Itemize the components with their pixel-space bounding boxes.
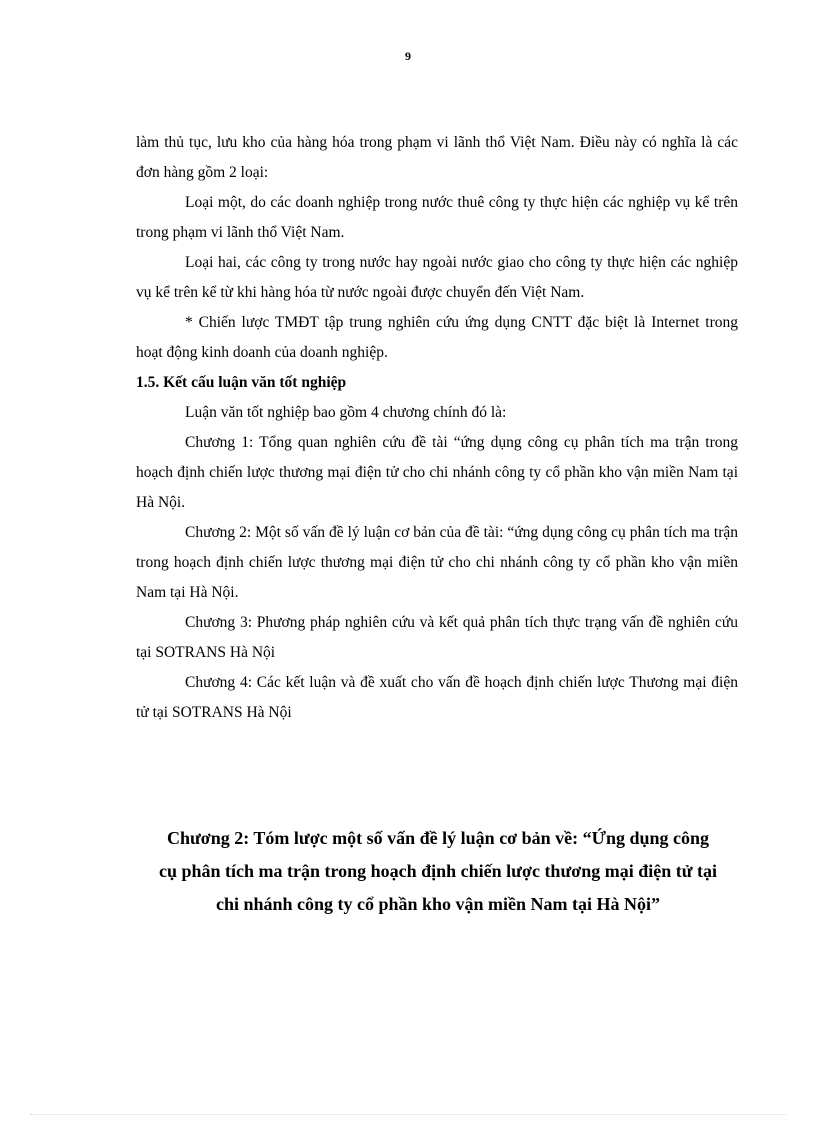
- body-text: [136, 128, 738, 728]
- paragraph-ecommerce-strategy: * Chiến lược TMĐT tập trung nghiên cứu ứng dụng CNTT đặc biệt là Internet trong hoạt động kinh doanh của doanh nghiệp.: [136, 314, 738, 361]
- chapter-title: [128, 822, 748, 921]
- paragraph-thesis-structure: Luận văn tốt nghiệp bao gồm 4 chương chính đó là:: [185, 404, 507, 421]
- page-number: 9: [405, 49, 411, 63]
- paragraph-type-two: Loại hai, các công ty trong nước hay ngoài nước giao cho công ty thực hiện các nghiệp vụ kể trên kể từ khi hàng hóa từ nước ngoài được chuyển đến Việt Nam.: [136, 254, 738, 301]
- chapter-title-line-1: Chương 2: Tóm lược một số vấn đề lý luận cơ bản về: “Ứng dụng công: [166, 828, 710, 848]
- footer-divider: [30, 1114, 786, 1115]
- chapter-title-line-2: cụ phân tích ma trận trong hoạch định chiến lược thương mại điện tử tại: [158, 861, 718, 881]
- paragraph-chapter-1: Chương 1: Tổng quan nghiên cứu đề tài “ứng dụng công cụ phân tích ma trận trong hoạch định chiến lược thương mại điện tử cho chi nhánh công ty cổ phần kho vận miền Nam tại Hà Nội.: [136, 434, 738, 511]
- chapter-title-line-3: chi nhánh công ty cổ phần kho vận miền Nam tại Hà Nội”: [215, 894, 661, 914]
- paragraph-type-one: Loại một, do các doanh nghiệp trong nước thuê công ty thực hiện các nghiệp vụ kể trên trong phạm vi lãnh thổ Việt Nam.: [136, 194, 738, 241]
- section-heading-1-5: 1.5. Kết cấu luận văn tốt nghiệp: [136, 374, 347, 391]
- paragraph-chapter-4: Chương 4: Các kết luận và đề xuất cho vấn đề hoạch định chiến lược Thương mại điện tử tại SOTRANS Hà Nội: [136, 674, 738, 721]
- paragraph-chapter-2: Chương 2: Một số vấn đề lý luận cơ bản của đề tài: “ứng dụng công cụ phân tích ma trận trong hoạch định chiến lược thương mại điện tử cho chi nhánh công ty cổ phần kho vận miền Nam tại Hà Nội.: [136, 524, 738, 601]
- paragraph-chapter-3: Chương 3: Phương pháp nghiên cứu và kết quả phân tích thực trạng vấn đề nghiên cứu tại SOTRANS Hà Nội: [136, 614, 738, 661]
- paragraph-order-types: làm thủ tục, lưu kho của hàng hóa trong phạm vi lãnh thổ Việt Nam. Điều này có nghĩa là các đơn hàng gồm 2 loại:: [136, 134, 738, 181]
